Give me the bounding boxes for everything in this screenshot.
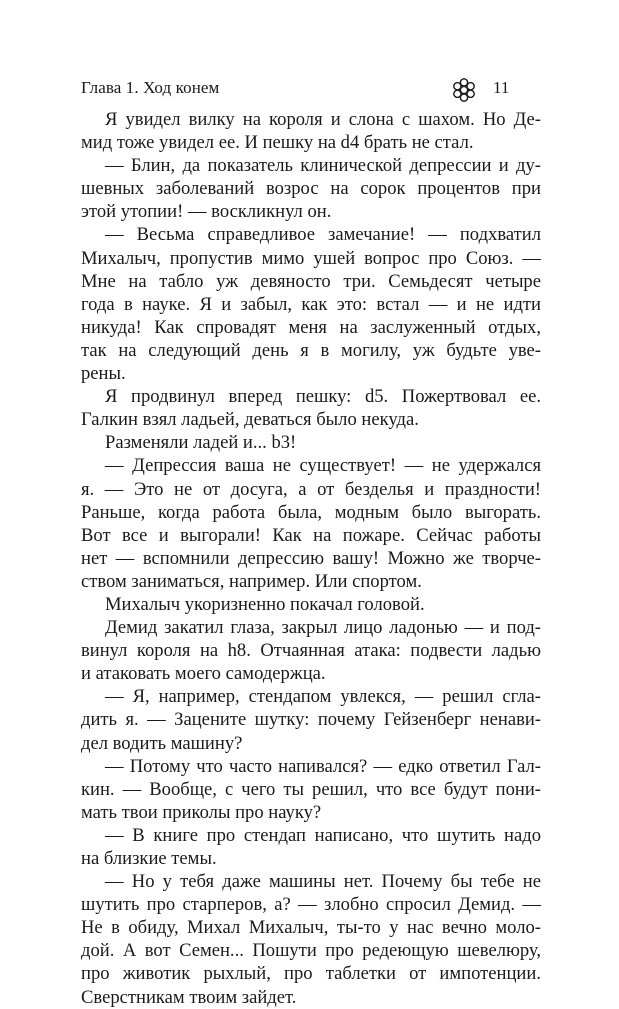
text-line: Мне на табло уж девяносто три. Семьдесят четыре	[81, 270, 541, 292]
text-line: винул короля на h8. Отчаянная атака: подвести ладью	[81, 640, 541, 662]
text-line: — Но у тебя даже машины нет. Почему бы тебе не	[105, 871, 541, 893]
text-line: Я увидел вилку на короля и слона с шахом. Но Де-	[105, 109, 541, 130]
text-line: мать твои приколы про науку?	[81, 801, 322, 823]
text-line: — В книге про стендап написано, что шутить надо	[105, 824, 541, 846]
chapter-title: Глава 1. Ход конем	[81, 78, 220, 97]
text-line: — Потому что часто напивался? — едко ответил Гал-	[105, 755, 541, 777]
text-line: на близкие темы.	[81, 848, 217, 869]
text-line: рены.	[81, 363, 126, 385]
text-line: ством заниматься, например. Или спортом.	[81, 570, 422, 592]
text-line: — Депрессия ваша не существует! — не удержался	[105, 455, 541, 477]
text-line: Сверстникам твоим зайдет.	[81, 986, 297, 1008]
text-line: никуда! Как спровадят меня на заслуженный отдых,	[81, 316, 541, 338]
paragraph	[81, 154, 541, 223]
text-line: Раньше, когда работа была, модным было выгорать.	[81, 501, 541, 523]
flower-ornament-icon	[451, 77, 477, 103]
text-line: так на следующий день я в могилу, уж будьте уве-	[81, 339, 541, 361]
text-line: нет — вспомнили депрессию вашу! Можно же творче-	[81, 547, 541, 569]
paragraph	[81, 755, 541, 824]
text-line: Не в обиду, Михал Михалыч, ты-то у нас вечно моло-	[81, 917, 541, 939]
text-line: Разменяли ладей и... b3!	[105, 432, 297, 454]
text-line: Я продвинул вперед пешку: d5. Пожертвовал ее.	[105, 386, 541, 408]
paragraph	[81, 593, 541, 616]
page-number: 11	[493, 78, 510, 97]
text-line: дить я. — Зацените шутку: почему Гейзенберг ненави-	[81, 709, 541, 731]
text-line: Вот все и выгорали! Как на пожаре. Сейчас работы	[81, 524, 541, 546]
paragraph	[81, 385, 541, 431]
text-line: Демид закатил глаза, закрыл лицо ладонью — и под-	[105, 617, 541, 639]
text-line: — Я, например, стендапом увлекся, — решил сгла-	[105, 686, 541, 708]
text-line: — Блин, да показатель клинической депрессии и ду-	[105, 155, 541, 177]
text-line: года в науке. Я и забыл, как это: встал — и не идти	[81, 293, 541, 315]
paragraph	[81, 870, 541, 1009]
text-line: дел водить машину?	[81, 732, 243, 754]
paragraph	[81, 431, 541, 454]
paragraph	[81, 616, 541, 685]
paragraph	[81, 454, 541, 593]
paragraph	[81, 685, 541, 754]
text-line: Галкин взял ладьей, деваться было некуда.	[81, 409, 419, 431]
text-line: — Весьма справедливое замечание! — подхватил	[105, 224, 541, 246]
text-line: Михалыч, пропустив мимо ушей вопрос про Союз. —	[81, 247, 541, 269]
text-line: этой утопии! — воскликнул он.	[81, 201, 332, 223]
text-line: кин. — Вообще, с чего ты решил, что все будут пони-	[81, 778, 541, 800]
text-line: про животик рыхлый, про таблетки от импотенции.	[81, 963, 541, 985]
paragraph	[81, 108, 541, 154]
text-line: дой. А вот Семен... Пошути про редеющую шевелюру,	[81, 940, 541, 962]
text-line: и атаковать моего самодержца.	[81, 663, 326, 685]
text-line: я. — Это не от досуга, а от безделья и праздности!	[81, 478, 541, 500]
body-text	[81, 108, 541, 1009]
running-header	[81, 77, 541, 105]
paragraph	[81, 824, 541, 870]
paragraph	[81, 223, 541, 385]
text-line: мид тоже увидел ее. И пешку на d4 брать не стал.	[81, 132, 474, 154]
text-line: Михалыч укоризненно покачал головой.	[105, 593, 425, 615]
text-line: шевных заболеваний возрос на сорок процентов при	[81, 178, 541, 200]
text-line: шутить про старперов, а? — злобно спросил Демид. —	[81, 894, 541, 916]
